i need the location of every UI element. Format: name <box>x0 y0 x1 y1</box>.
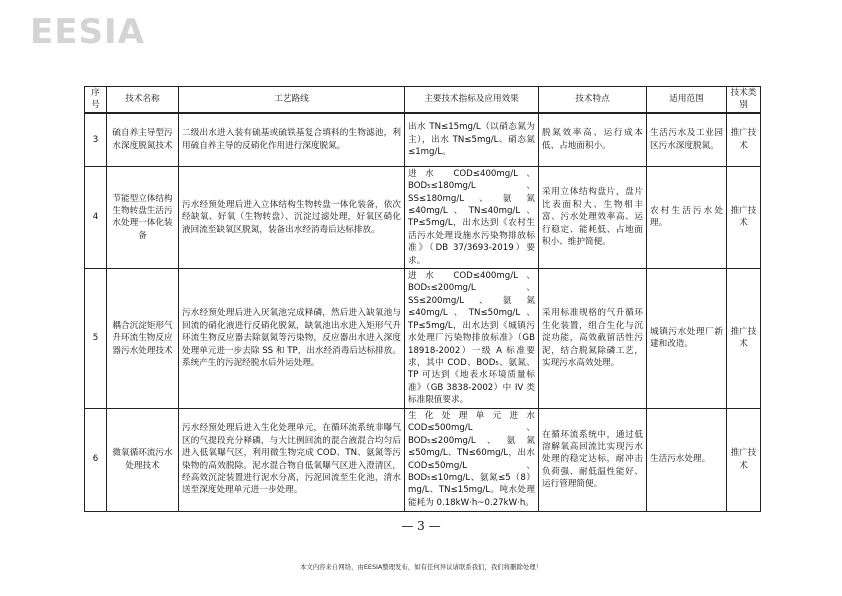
cell-seq: 5 <box>85 269 107 408</box>
cell-process: 污水经预处理后进入立体结构生物转盘一体化装备，依次经缺氧、好氧（生物转盘）、沉淀过滤处理，好氧区硝化液回流至缺氧区脱氮，装备出水经消毒后达标排放。 <box>179 166 405 268</box>
cell-scope: 生活污水及工业园区污水深度脱氮。 <box>647 113 727 167</box>
table-row <box>85 113 761 167</box>
cell-scope: 生活污水处理。 <box>647 408 727 511</box>
cell-seq: 6 <box>85 408 107 511</box>
cell-features: 采用标准规格的气升循环生化装置，组合生化与沉淀功能，高效截留活性污泥，结合脱氮除磷工艺，实现污水高效处理。 <box>539 269 647 408</box>
cell-scope: 农村生活污水处理。 <box>647 166 727 268</box>
cell-process: 二级出水进入装有硫基或硫铁基复合填料的生物滤池，利用硫自养主导的反硝化作用进行深度脱氮。 <box>179 113 405 167</box>
cell-category: 推广技术 <box>727 113 761 167</box>
cell-features: 脱氮效率高、运行成本低、占地面积小。 <box>539 113 647 167</box>
cell-category: 推广技术 <box>727 269 761 408</box>
cell-name: 微氧循环流污水处理技术 <box>107 408 179 511</box>
cell-indicators: 生化处理单元进水 COD≤500mg/L、BOD₅≤200mg/L、氨氮≤50mg/L、TN≤60mg/L，出水 COD≤50mg/L、BOD₅≤10mg/L、氨氮≤5（8）mg/L、TN≤15mg/L。吨水处理能耗为 0.18kW·h~0.27kW·h。 <box>405 408 539 511</box>
cell-seq: 4 <box>85 166 107 268</box>
cell-process: 污水经预处理后进入生化处理单元，在循环流系统非曝气区的气提段充分释磷，与大比例回流的混合液混合均匀后进入低氧曝气区，利用微生物完成 COD、TN、氨氮等污染物的高效脱除。泥水混合物自低氧曝气区进入澄清区，经高效沉淀装置进行泥水分离，污泥回流至生化池，清水送至深度处理单元进一步处理。 <box>179 408 405 511</box>
table-row <box>85 166 761 268</box>
cell-scope: 城镇污水处理厂新建和改造。 <box>647 269 727 408</box>
header-category: 技术类别 <box>727 87 761 113</box>
cell-process: 污水经预处理后进入厌氧池完成释磷，然后进入缺氧池与回流的硝化液进行反硝化脱氮，缺氧池出水进入矩形气升环流生物反应器去除氨氮等污染物，反应器出水进入深度处理单元进一步去除 SS 和 TP，出水经消毒后达标排放。系统产生的污泥经脱水后外运处理。 <box>179 269 405 408</box>
table-header-row <box>85 87 761 113</box>
cell-features: 在循环流系统中，通过低溶解氧高回流比实现污水处理的稳定达标，耐冲击负荷强、耐低温性能好、运行管理简便。 <box>539 408 647 511</box>
table-row <box>85 408 761 511</box>
cell-category: 推广技术 <box>727 408 761 511</box>
header-features: 技术特点 <box>539 87 647 113</box>
table-row <box>85 269 761 408</box>
cell-indicators: 进水 COD≤400mg/L、BOD₅≤180mg/L、SS≤180mg/L、氨氮≤40mg/L、TN≤40mg/L、TP≤5mg/L，出水达到《农村生活污水处理设施水污染物排放标准》（DB 37/3693-2019）要求。 <box>405 166 539 268</box>
eesia-logo: EESIA <box>30 12 145 52</box>
header-scope: 适用范围 <box>647 87 727 113</box>
cell-name: 耦合沉淀矩形气升环流生物反应器污水处理技术 <box>107 269 179 408</box>
header-name: 技术名称 <box>107 87 179 113</box>
cell-indicators: 进水 COD≤400mg/L、BOD₅≤200mg/L、SS≤200mg/L、氨氮≤40mg/L、TN≤50mg/L、TP≤5mg/L，出水达到《城镇污水处理厂污染物排放标准》（GB 18918-2002）一级 A 标准要求，其中 COD、BOD₅、氨氮、TP 可达到《地表水环境质量标准》（GB 3838-2002）中 IV 类标准限值要求。 <box>405 269 539 408</box>
cell-name: 节能型立体结构生物转盘生活污水处理一体化装备 <box>107 166 179 268</box>
header-seq: 序号 <box>85 87 107 113</box>
footer-disclaimer: 本文内容来自网络，由EESIA整理发布，如有任何异议请联系我们，我们将删除处理！ <box>299 563 543 571</box>
cell-indicators: 出水 TN≤15mg/L（以硝态氮为主），出水 TN≤5mg/L、硝态氮≤1mg/L。 <box>405 113 539 167</box>
cell-seq: 3 <box>85 113 107 167</box>
header-indicators: 主要技术指标及应用效果 <box>405 87 539 113</box>
technology-table <box>84 86 761 512</box>
header-process: 工艺路线 <box>179 87 405 113</box>
cell-category: 推广技术 <box>727 166 761 268</box>
cell-features: 采用立体结构盘片，盘片比表面积大、生物相丰富、污水处理效率高、运行稳定、能耗低、占地面积小、维护简便。 <box>539 166 647 268</box>
cell-name: 硫自养主导型污水深度脱氮技术 <box>107 113 179 167</box>
page-number: — 3 — <box>401 519 441 533</box>
